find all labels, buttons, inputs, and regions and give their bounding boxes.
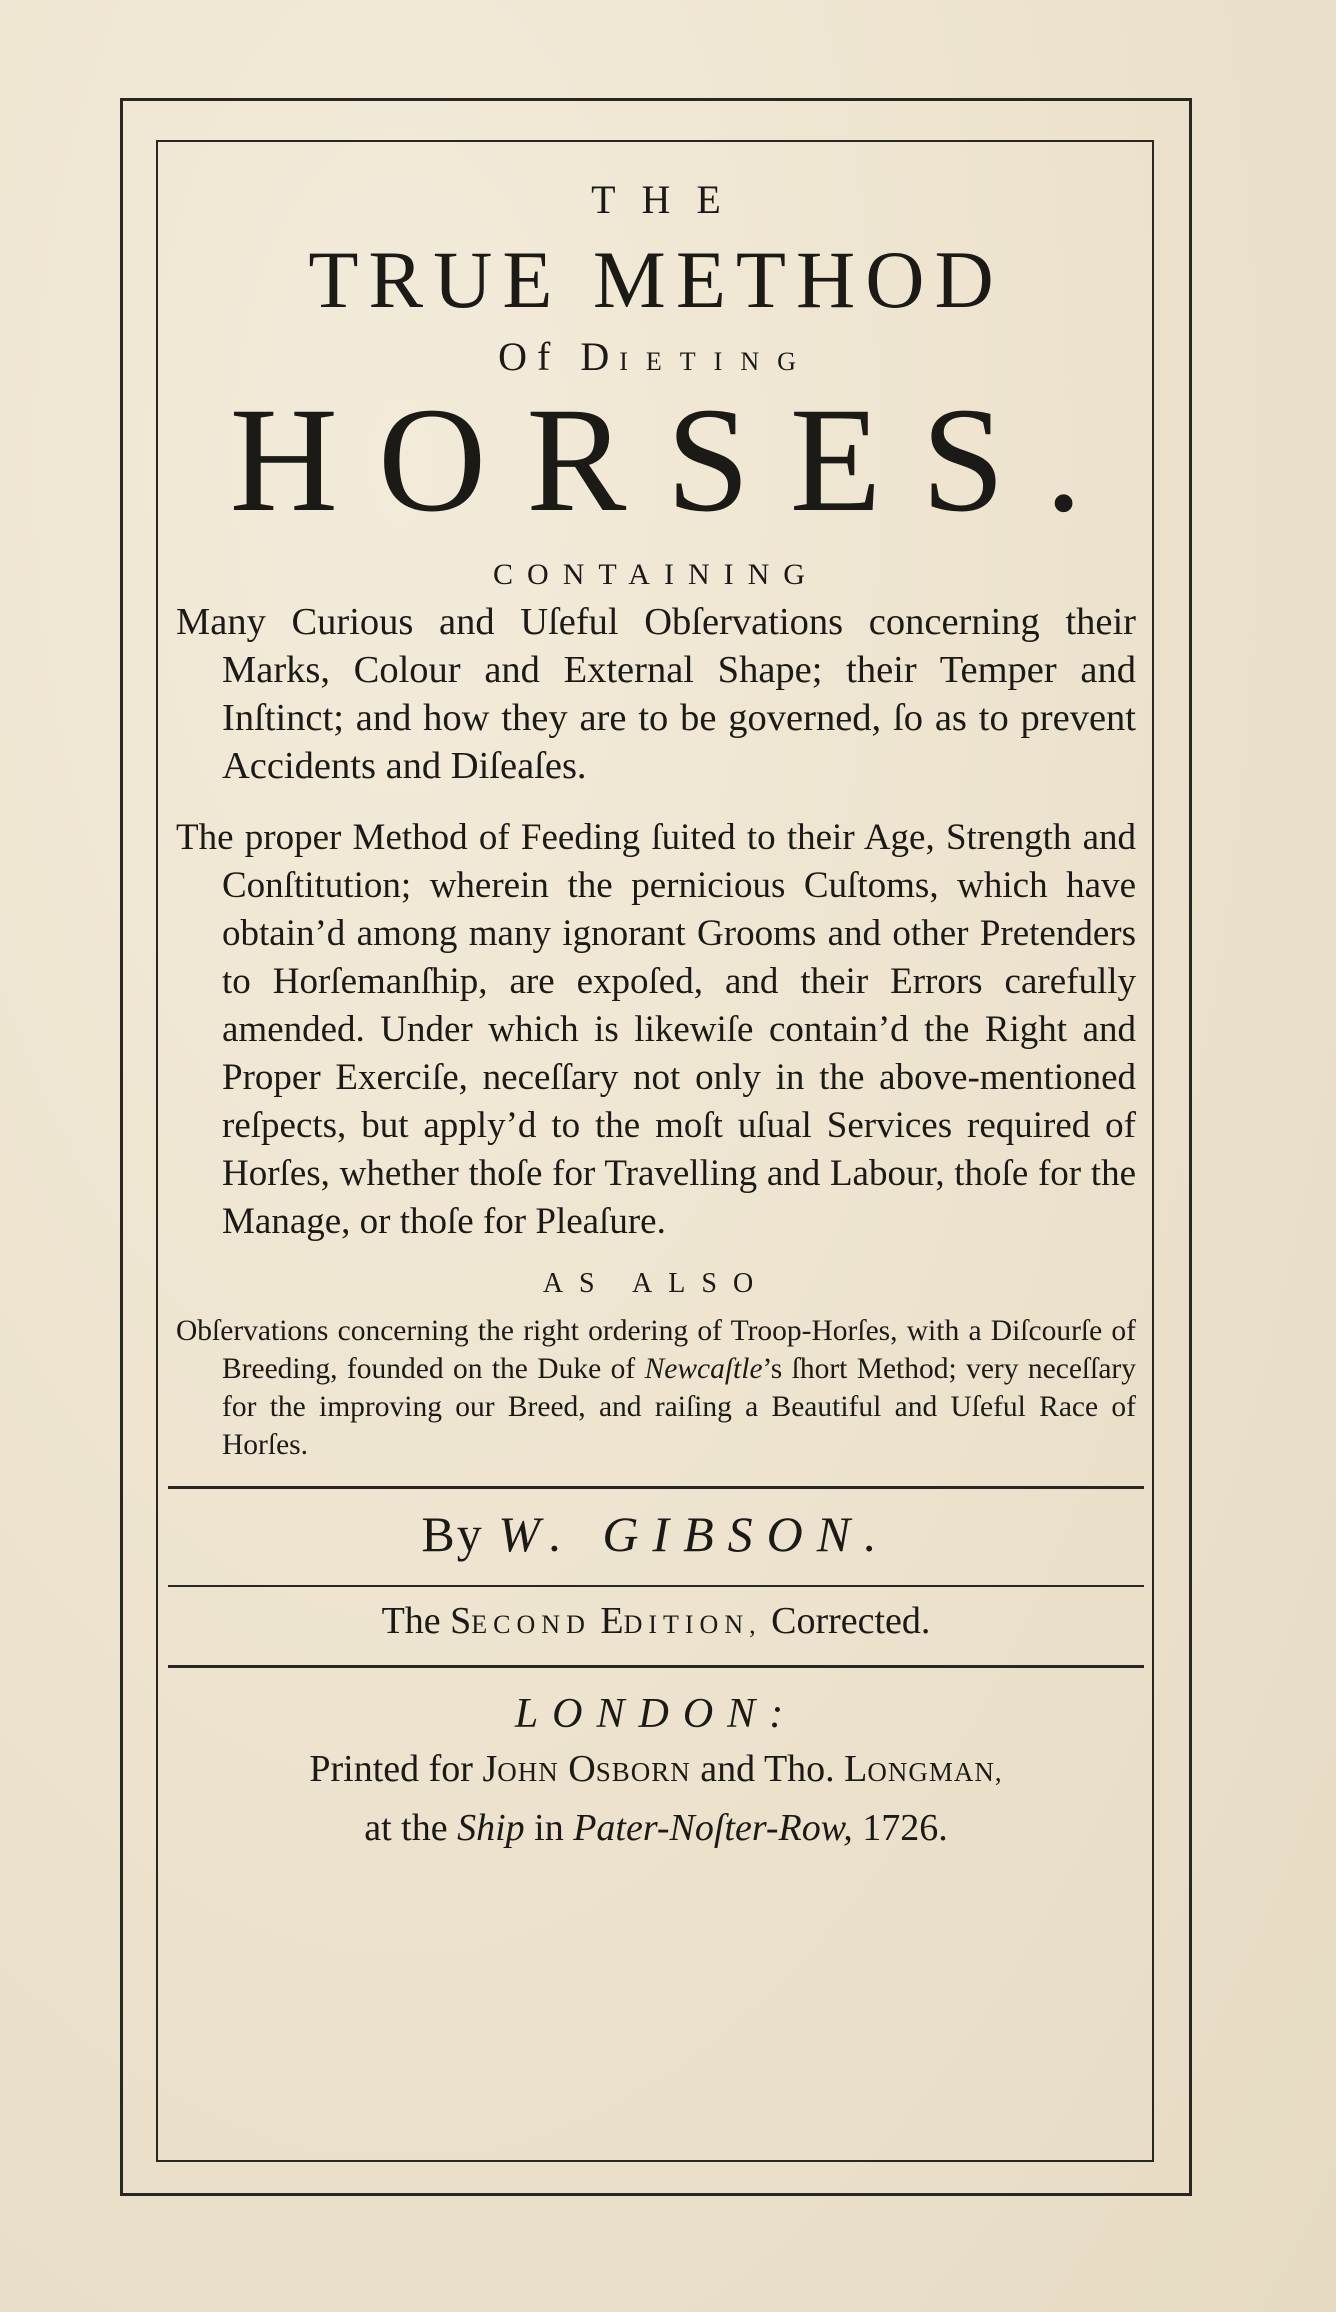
subtitle-of-dieting	[168, 333, 1144, 380]
main-title: TRUE METHOD	[308, 234, 1004, 325]
in-word: in	[534, 1806, 564, 1849]
tho-word: Tho.	[763, 1747, 835, 1790]
imprint-address	[168, 1803, 1144, 1853]
osborn-initial: O	[568, 1747, 596, 1790]
as-also-heading: AS ALSO	[542, 1267, 770, 1299]
divider-rule	[168, 1585, 1144, 1587]
longman-initial: L	[844, 1747, 868, 1790]
imprint-printers	[168, 1744, 1144, 1797]
title-page	[168, 150, 1144, 1853]
john-rest: OHN	[497, 1756, 559, 1787]
horses-heading: HORSES.	[229, 377, 1123, 544]
by-word: By	[421, 1505, 484, 1562]
divider-rule	[168, 1665, 1144, 1668]
second-rest: ECOND	[471, 1609, 591, 1639]
street-italic: Pater-Noſter-Row,	[573, 1806, 853, 1849]
paragraph-3-part-b: ’s ſhort Method; very neceſſary for the improving our Breed, and raiſing a Beautiful and Uſeful Race of Horſes.	[222, 1352, 1136, 1461]
edition-the: The	[381, 1599, 441, 1642]
printed-for: Printed for	[309, 1747, 473, 1790]
corrected-word: Corrected.	[771, 1599, 931, 1642]
the-heading: THE	[591, 177, 747, 222]
ship-italic: Ship	[457, 1806, 525, 1849]
dieting-initial: D	[580, 334, 620, 380]
newcastle-italic: Newcaſtle	[644, 1352, 763, 1385]
imprint-city: LONDON:	[514, 1690, 798, 1737]
edition-rest: DITION,	[623, 1609, 762, 1639]
paragraph-troop-horses	[176, 1312, 1136, 1464]
imprint-year: 1726.	[862, 1806, 948, 1849]
containing-heading: CONTAINING	[493, 557, 819, 591]
paragraph-observations: Many Curious and Uſeful Obſervations concerning their Marks, Colour and External Shape; their Temper and Inſtinct; and how they are to be governed, ſo as to prevent Accidents and Diſeaſes.	[176, 600, 1136, 787]
author-name: W. GIBSON.	[498, 1505, 891, 1562]
paragraph-3-part-a: Obſervations concerning the right ordering of Troop-Horſes, with a Diſcourſe of Breeding, founded on the Duke of	[176, 1314, 1136, 1385]
dieting-rest: IETING	[619, 347, 814, 377]
and-word: and	[700, 1747, 756, 1790]
second-initial: S	[450, 1599, 472, 1642]
john-initial: J	[482, 1747, 498, 1790]
divider-rule	[168, 1486, 1144, 1489]
edition-initial: E	[600, 1599, 624, 1642]
longman-rest: ONGMAN,	[867, 1756, 1003, 1787]
edition-line	[168, 1599, 1144, 1643]
author-line	[168, 1505, 1144, 1563]
paragraph-feeding-method: The proper Method of Feeding ſuited to their Age, Strength and Conſtitution; wherein the pernicious Cuſtoms, which have obtain’d among many ignorant Grooms and other Pretenders to Horſemanſhip, are expoſed, and their Errors carefully amended. Under which is likewiſe contain’d the Right and Proper Exerciſe, neceſſary not only in the above-mentioned reſpects, but apply’d to the moſt uſual Services required of Horſes, whether thoſe for Travelling and Labour, thoſe for the Manage, or thoſe for Pleaſure.	[176, 816, 1136, 1242]
of-word: Of	[498, 334, 561, 380]
at-the: at the	[364, 1806, 448, 1849]
osborn-rest: SBORN	[595, 1756, 691, 1787]
